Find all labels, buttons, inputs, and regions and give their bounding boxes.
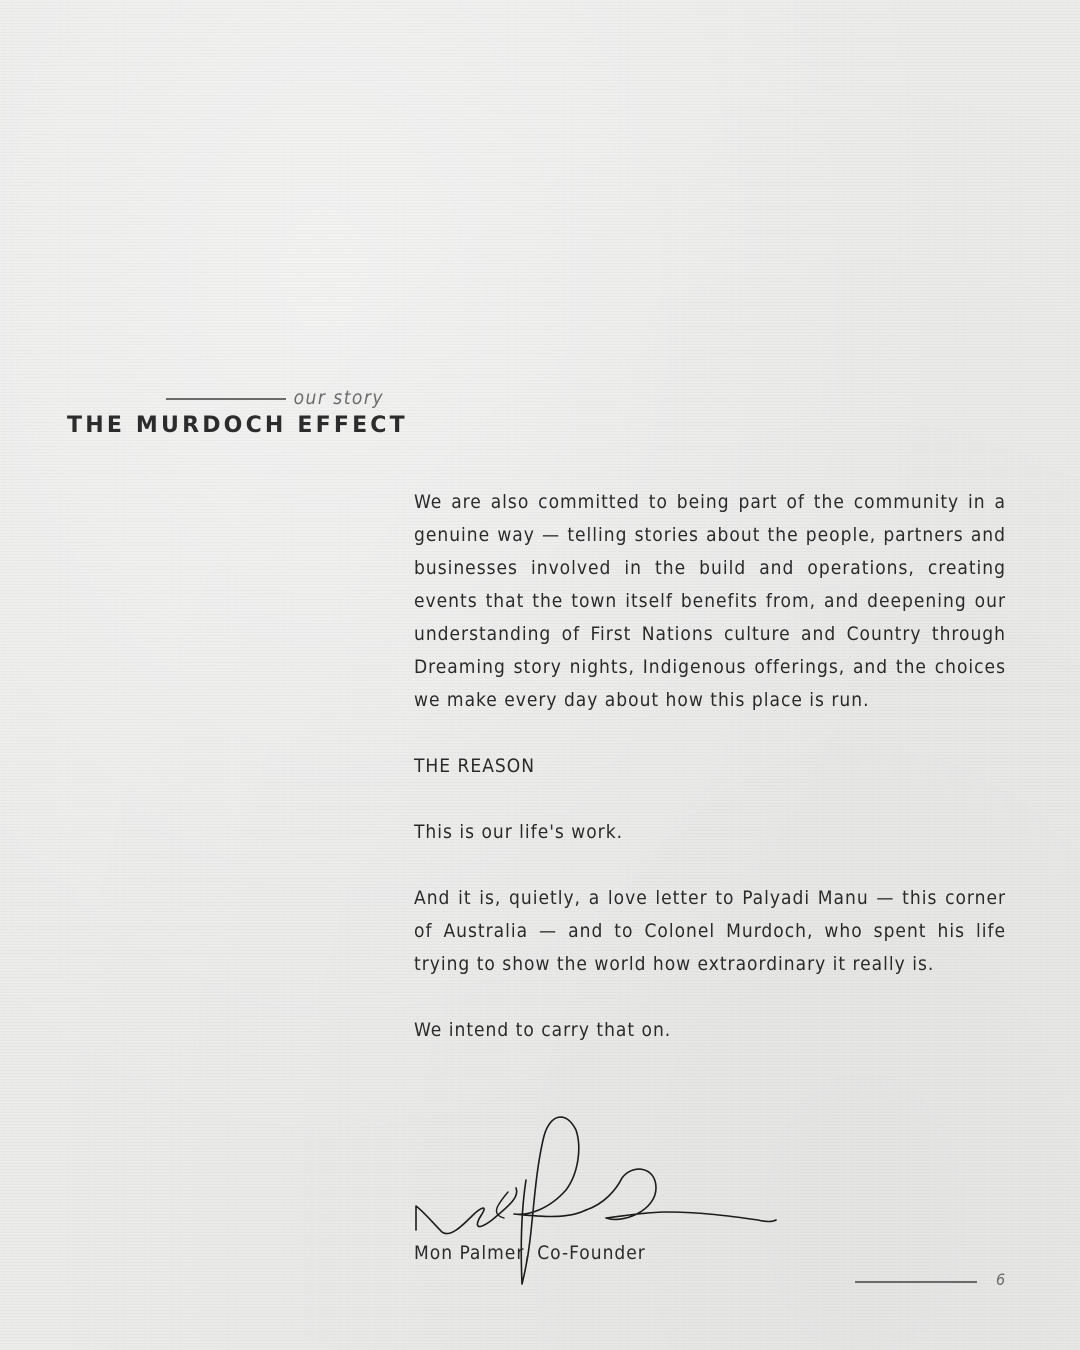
section-heading-reason: THE REASON [414, 755, 535, 777]
paragraph-carry-on: We intend to carry that on. [414, 1019, 672, 1041]
handwritten-signature [410, 1108, 790, 1293]
body-text [414, 486, 1006, 1047]
footer-rule [855, 1281, 977, 1283]
page-number: 6 [996, 1270, 1006, 1289]
paragraph-lifes-work: This is our life's work. [414, 821, 624, 843]
signature-caption: Mon Palmer, Co-Founder [414, 1242, 646, 1264]
paragraph-community: We are also committed to being part of the community in a genuine way — telling stories about the people, partners and businesses involved in the build and operations, creating events that the town itself benefits from, and deepening our understanding of First Nations culture and Country through Dreaming story nights, Indigenous offerings, and the choices we make every day about how this place is run. [414, 491, 1006, 711]
eyebrow-row [166, 386, 386, 412]
page-title: THE MURDOCH EFFECT [67, 413, 408, 438]
section-eyebrow: our story [293, 387, 384, 409]
paragraph-love-letter: And it is, quietly, a love letter to Palyadi Manu — this corner of Australia — and to Colonel Murdoch, who spent his life trying to show the world how extraordinary it really is. [414, 887, 1006, 975]
eyebrow-rule [166, 398, 286, 400]
